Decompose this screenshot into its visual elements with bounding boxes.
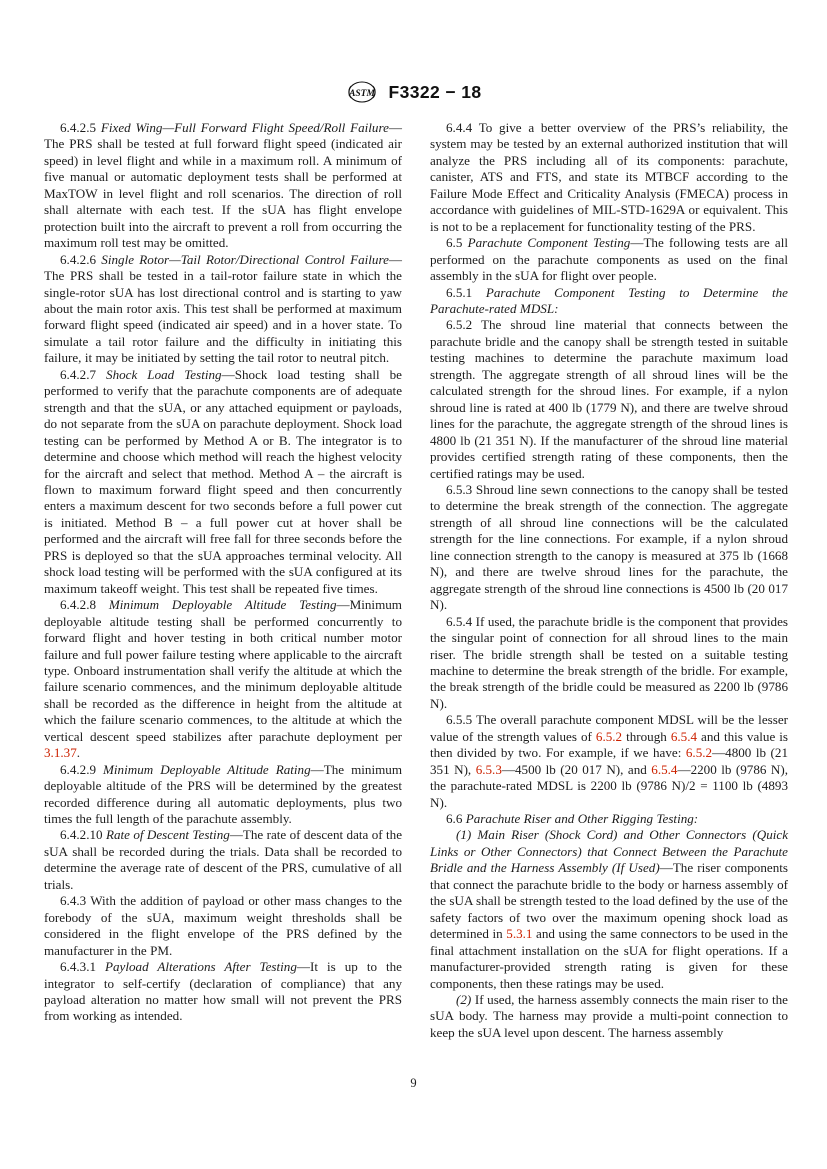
paragraph-6-4-2-8 (44, 597, 402, 762)
section-title: Single Rotor—Tail Rotor/Directional Control Failure (101, 251, 389, 267)
section-body: The shroud line material that connects between the parachute bridle and the canopy shall be strength tested in suitable testing machines to determine the parachute maximum load strength. The aggregate strength of all shroud lines will be the calculated strength for the shroud lines. For example, if a nylon shroud line is rated at 400 lb (1779 N), and there are twelve shroud lines for the parachute, the aggregate strength of the shroud lines is 4800 lb (21 351 N). If the manufacturer of the shroud line material provides certified strength rating of these components, then the certified ratings may be used. (430, 317, 788, 481)
section-number: 6.4.2.9 (60, 761, 97, 777)
paragraph-6-6-item-2 (430, 992, 788, 1041)
paragraph-6-5 (430, 235, 788, 284)
section-body-before-xref: —The riser components that connect the parachute bridle to the body or harness assembly of the sUA shall be strength tested to the load defined by the use of the safety factors of two over the maximum opening shock load as determined in (430, 860, 788, 942)
standard-designation: F3322 − 18 (388, 81, 482, 102)
paragraph-6-5-4 (430, 614, 788, 713)
section-body: —The minimum deployable altitude of the PRS will be determined by the greatest recorded difference during all automatic deployments, plus two times the full length of the parachute assembly. (44, 761, 403, 827)
paragraph-6-4-3-1 (44, 959, 402, 1025)
section-title: Payload Alterations After Testing (105, 959, 297, 975)
section-body: —The following tests are all performed on the parachute components as used on the final assembly in the sUA for flight over people. (430, 235, 788, 284)
body-columns (44, 120, 788, 1041)
section-body-after-xref: and using the same connectors to be used in the final attachment installation on the sUA for flight operations. If a manufacturer-provided strength rating is given for these components, then these ratings may be used. (430, 926, 788, 991)
section-number: 6.4.2.10 (60, 827, 103, 843)
cross-reference-link-6-5-2[interactable]: 6.5.2 (685, 745, 713, 761)
section-body: If used, the parachute bridle is the component that provides the singular point of connection for all shroud lines to the main riser. The bridle strength shall be tested on a suitable testing machine to determine the break strength of the bridle. For example, the break strength of the bridle could be measured as 2200 lb (9786 N). (430, 613, 789, 711)
section-body-after-xref: . (76, 745, 81, 761)
section-number: 6.5.2 (446, 317, 473, 333)
paragraph-6-4-2-9 (44, 762, 402, 828)
paragraph-6-4-2-5 (44, 120, 402, 252)
section-body: Shroud line sewn connections to the canopy shall be tested to determine the break strength of the connection. The aggregate strength of all shroud line connections will be the calculated strength for the line connections. For example, if a nylon shroud line connection strength to the canopy is measured at 375 lb (1668 N), and there are twelve shroud lines for the parachute, the aggregate strength of the shroud line connections is 4500 lb (20 017 N). (430, 481, 788, 613)
section-number: 6.5.4 (446, 613, 473, 629)
section-number: 6.4.2.5 (60, 120, 97, 135)
paragraph-6-5-1 (430, 285, 788, 318)
running-head (0, 80, 827, 104)
svg-text:ASTM: ASTM (349, 89, 376, 99)
cross-reference-link-6-5-4[interactable]: 6.5.4 (670, 728, 698, 744)
paragraph-6-5-2 (430, 317, 788, 482)
section-number: 6.5.5 (446, 712, 473, 728)
astm-logo-icon (345, 80, 379, 104)
paragraph-6-4-3 (44, 893, 402, 959)
paragraph-6-4-2-6 (44, 252, 402, 367)
section-title: Minimum Deployable Altitude Rating (103, 761, 311, 777)
paragraph-6-6 (430, 811, 788, 827)
section-body: With the addition of payload or other mass changes to the forebody of the sUA, maximum weight thresholds shall be considered in the flight envelope of the PRS defined by the manufacturer in the PM. (44, 893, 402, 958)
cross-reference-link-3-1-37[interactable]: 3.1.37 (44, 745, 77, 761)
section-title: Minimum Deployable Altitude Testing (108, 597, 337, 613)
section-number: 6.4.3 (60, 893, 87, 909)
section-number: 6.4.2.7 (60, 366, 97, 382)
section-body: If used, the harness assembly connects the main riser to the sUA body. The harness may provide a multi-point connection to keep the sUA level upon descent. The harness assembly (430, 992, 788, 1040)
section-body: —The PRS shall be tested at full forward flight speed (indicated air speed) in level flight and while in a maximum roll. A minimum of five manual or automatic deployment tests shall be performed at MaxTOW in level flight and roll scenarios. The direction of roll shall alternate with each test. If the sUA has flight envelope protection built into the aircraft to prevent a roll from occurring the maximum roll test may be omitted. (44, 120, 402, 251)
left-column (44, 120, 402, 1041)
list-item-number: (1) (456, 827, 472, 843)
list-item-number: (2) (456, 992, 472, 1008)
section-body-segments: The overall parachute component MDSL will be the lesser value of the strength values of 6.5.2 through 6.5.4 and this value is then divided by two. For example, if we have: 6.5.2—4800 lb (21 351 N), 6.5.3—4500 lb (20 017 N), and 6.5.4—2200 lb (9786 N), the parachute-rated MDSL is 2200 lb (9786 N)/2 = 1100 lb (4893 N). (430, 712, 789, 810)
section-number: 6.6 (446, 811, 463, 827)
section-number: 6.4.2.6 (60, 251, 97, 267)
section-body: To give a better overview of the PRS’s reliability, the system may be tested by an external authorized institution that will analyze the PRS including all of its components: parachute, canister, ATS and FTS, and state its MTBCF according to the Failure Mode Effect and Criticality Analysis (FMECA) process in accordance with guidelines of MIL-STD-1629A or equivalent. This is not to be a replacement for functionality testing of the PRS. (430, 120, 788, 234)
paragraph-6-5-5 (430, 712, 788, 811)
paragraph-6-4-2-10 (44, 827, 402, 893)
right-column (430, 120, 788, 1041)
section-number: 6.5 (446, 235, 463, 251)
section-title: Parachute Riser and Other Rigging Testing: (465, 811, 699, 827)
section-body-before-xref: —Minimum deployable altitude testing shall be performed concurrently to forward flight and hover testing in both critical number motor failure and full power failure testing where applicable to the aircraft type. Onboard instrumentation shall verify the altitude at which the failure scenario commences, and the minimum deployable altitude shall be recorded as the difference in height from the altitude at which the failure scenario commences, to the altitude at which the vertical descent speed stabilizes after parachute deployment per (44, 597, 402, 744)
section-title: Fixed Wing—Full Forward Flight Speed/Roll Failure (100, 120, 389, 135)
section-number: 6.5.3 (446, 481, 473, 497)
section-body: —The PRS shall be tested in a tail-rotor failure state in which the single-rotor sUA has lost directional control and is starting to yaw about the main rotor axis. This test shall be performed at maximum forward flight speed (indicated air speed) and in a hover state. To simulate a tail rotor failure and the difficulty in initiating this failure, it may be initiated by setting the tail rotor to neutral pitch. (44, 251, 402, 366)
cross-reference-link-6-5-2[interactable]: 6.5.2 (595, 728, 623, 744)
paragraph-6-6-item-1 (430, 827, 788, 992)
section-number: 6.4.2.8 (60, 597, 97, 613)
paragraph-6-5-3 (430, 482, 788, 614)
cross-reference-link-5-3-1[interactable]: 5.3.1 (506, 926, 533, 942)
section-title: Shock Load Testing (106, 366, 222, 382)
section-number: 6.4.4 (446, 120, 473, 135)
section-title: Parachute Component Testing (467, 235, 631, 251)
paragraph-6-4-2-7 (44, 367, 402, 597)
page-number: 9 (410, 1076, 417, 1090)
cross-reference-link-6-5-4[interactable]: 6.5.4 (651, 761, 678, 777)
section-number: 6.5.1 (446, 284, 473, 300)
section-title: Rate of Descent Testing (105, 827, 230, 843)
page-folio (0, 1076, 827, 1091)
section-title: Parachute Component Testing to Determine the Parachute-rated MDSL: (430, 284, 788, 316)
section-number: 6.4.3.1 (60, 959, 97, 975)
cross-reference-link-6-5-3[interactable]: 6.5.3 (475, 761, 502, 777)
section-body: —The rate of descent data of the sUA shall be recorded during the trials. Data shall be recorded to determine the average rate of descent of the PRS, cumulative of all trials. (44, 827, 403, 892)
paragraph-6-4-4 (430, 120, 788, 235)
section-body: —It is up to the integrator to self-certify (declaration of compliance) that any payload alteration no matter how small will not prevent the PRS from working as intended. (44, 959, 402, 1024)
section-title: Main Riser (Shock Cord) and Other Connectors (Quick Links or Other Connectors) that Connect Between the Parachute Bridle and the Harness Assembly (If Used) (430, 827, 789, 876)
section-body: —Shock load testing shall be performed to verify that the parachute components are of adequate strength and that the sUA, or any attached equipment or payloads, do not separate from the sUA on parachute deployment. Shock load testing can be performed by Method A or B. The integrator is to determine and choose which method will reach the highest velocity for the aircraft and select that method. Method A – the aircraft is flown to maximum forward flight speed and then concurrently enters a maximum descent for two seconds before a full power cut is initiated. Method B – a full power cut at hover shall be performed and the aircraft will free fall for three seconds before the PRS is deployed so that the sUA approaches terminal velocity. All shock load testing will be performed with the sUA configured at its maximum takeoff weight. This test shall be repeated five times. (44, 366, 402, 596)
